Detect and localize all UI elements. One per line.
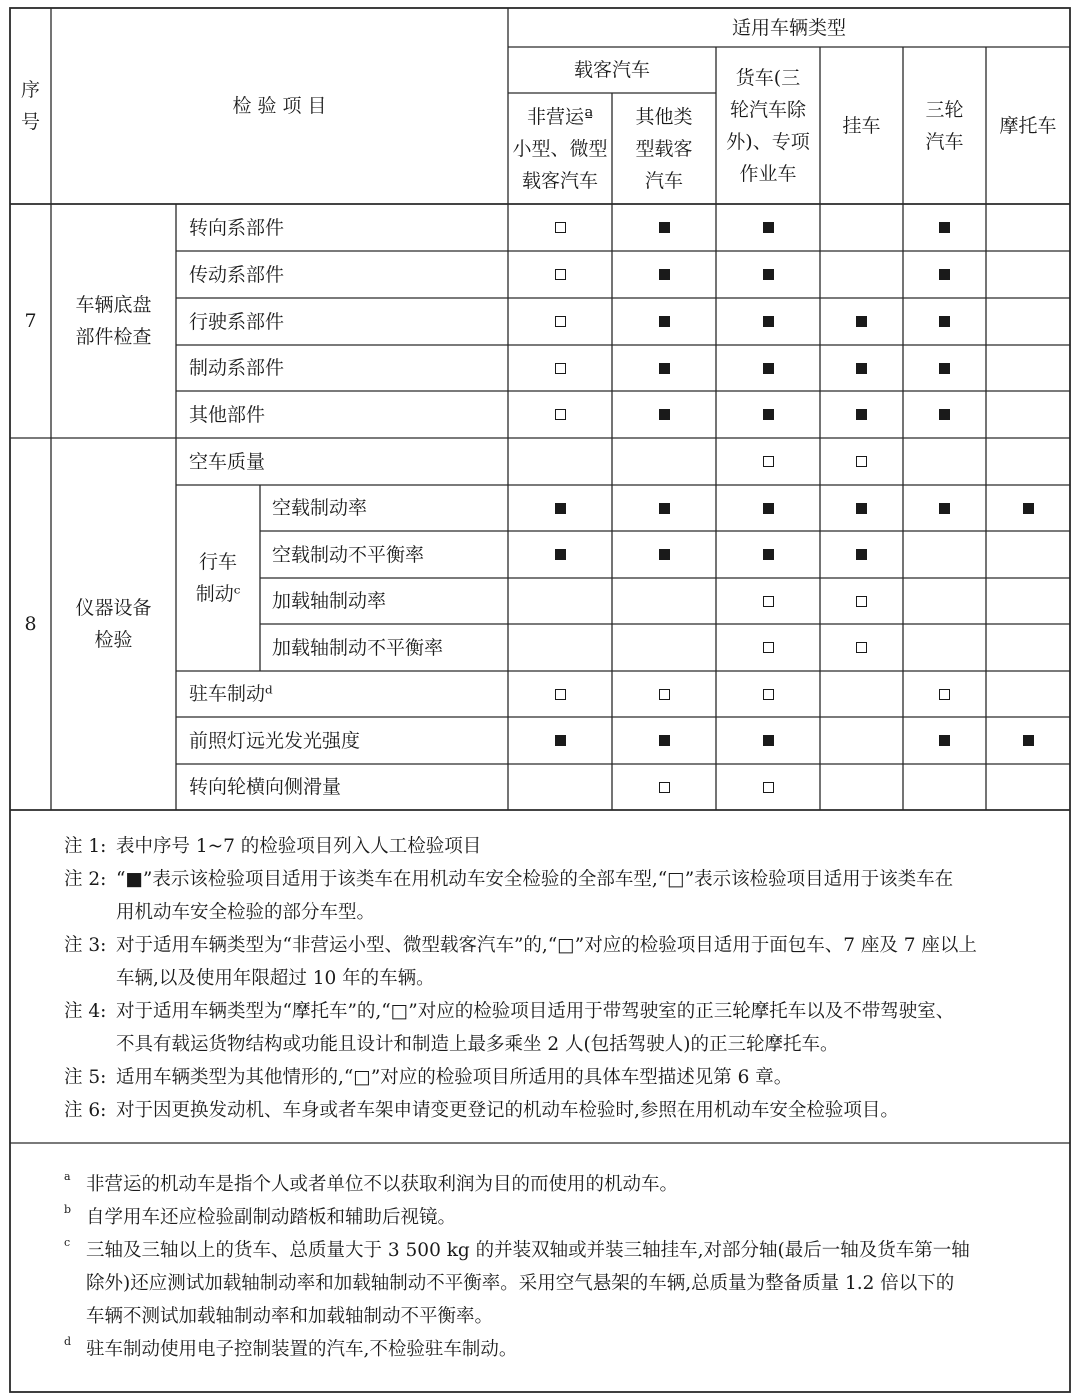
partial-applicable-mark <box>555 363 566 374</box>
note-line <box>64 830 481 863</box>
note-text: 表中序号 1~7 的检验项目列入人工检验项目 <box>116 836 482 857</box>
partial-applicable-mark <box>939 689 950 700</box>
note-line <box>64 1061 792 1094</box>
footnote-text: 自学用车还应检验副制动踏板和辅助后视镜。 <box>86 1207 457 1228</box>
partial-applicable-mark <box>555 409 566 420</box>
note-text: 对于适用车辆类型为“摩托车”的,“□”对应的检验项目适用于带驾驶室的正三轮摩托车以及不带驾驶室、 <box>116 1001 955 1022</box>
row-label: 驻车制动ᵈ <box>189 683 273 705</box>
note-line <box>116 1028 838 1061</box>
full-applicable-mark <box>659 409 670 420</box>
full-applicable-mark <box>1023 735 1034 746</box>
full-applicable-mark <box>856 503 867 514</box>
note-label: 注 5: <box>64 1067 107 1088</box>
partial-applicable-mark <box>763 456 774 467</box>
row-label: 转向系部件 <box>189 216 285 239</box>
header-col-5: 三轮 汽车 <box>925 98 964 153</box>
full-applicable-mark <box>939 503 950 514</box>
full-applicable-mark <box>939 269 950 280</box>
partial-applicable-mark <box>856 456 867 467</box>
row-label: 空载制动率 <box>272 497 368 519</box>
note-line <box>64 1094 899 1127</box>
note-label: 注 4: <box>64 1001 107 1022</box>
header-col-6: 摩托车 <box>999 114 1057 137</box>
full-applicable-mark <box>1023 503 1034 514</box>
footnote-line <box>86 1267 954 1300</box>
header-col-1: 非营运ª 小型、微型 载客汽车 <box>512 105 608 192</box>
partial-applicable-mark <box>659 689 670 700</box>
note-text: 车辆,以及使用年限超过 10 年的车辆。 <box>116 968 435 989</box>
row-label: 空车质量 <box>189 450 266 473</box>
row-label: 制动系部件 <box>189 357 285 379</box>
footnote-text: 除外)还应测试加载轴制动率和加载轴制动不平衡率。采用空气悬架的车辆,总质量为整备质量 1.2 倍以下的 <box>86 1273 955 1294</box>
full-applicable-mark <box>659 316 670 327</box>
header-passenger-vehicles: 载客汽车 <box>573 59 650 81</box>
partial-applicable-mark <box>763 642 774 653</box>
footnote-marker: b <box>64 1203 72 1216</box>
full-applicable-mark <box>939 735 950 746</box>
footnote-marker: c <box>64 1236 71 1249</box>
note-text: 适用车辆类型为其他情形的,“□”对应的检验项目所适用的具体车型描述见第 6 章。 <box>116 1067 793 1088</box>
note-line <box>116 896 375 929</box>
partial-applicable-mark <box>555 222 566 233</box>
subgroup-service-brake: 行车 制动ᶜ <box>195 551 241 605</box>
full-applicable-mark <box>763 363 774 374</box>
header-applicable-types: 适用车辆类型 <box>731 16 846 39</box>
partial-applicable-mark <box>763 782 774 793</box>
full-applicable-mark <box>939 363 950 374</box>
full-applicable-mark <box>763 549 774 560</box>
full-applicable-mark <box>856 549 867 560</box>
footnote-line <box>64 1333 517 1366</box>
footnote-marker: a <box>64 1170 71 1183</box>
partial-applicable-mark <box>555 316 566 327</box>
footnote-text: 三轴及三轴以上的货车、总质量大于 3 500 kg 的并装双轴或并装三轴挂车,对部分轴(最后一轴及货车第一轴 <box>86 1240 970 1261</box>
note-line <box>116 962 435 995</box>
full-applicable-mark <box>763 269 774 280</box>
row-label: 其他部件 <box>189 403 266 426</box>
row-label: 前照灯远光发光强度 <box>189 729 361 752</box>
footnote-line <box>64 1234 970 1267</box>
row-label: 行驶系部件 <box>189 310 285 333</box>
full-applicable-mark <box>659 269 670 280</box>
full-applicable-mark <box>555 503 566 514</box>
footnote-text: 车辆不测试加载轴制动率和加载轴制动不平衡率。 <box>86 1306 494 1327</box>
group-8-name: 仪器设备 检验 <box>75 597 152 651</box>
partial-applicable-mark <box>763 689 774 700</box>
full-applicable-mark <box>939 316 950 327</box>
note-line <box>64 995 954 1028</box>
row-label: 加载轴制动不平衡率 <box>272 636 444 659</box>
full-applicable-mark <box>856 316 867 327</box>
header-col-4: 挂车 <box>842 114 881 137</box>
note-label: 注 3: <box>64 935 107 956</box>
footnote-line <box>64 1201 456 1234</box>
full-applicable-mark <box>555 735 566 746</box>
group-7-name: 车辆底盘 部件检查 <box>75 294 152 348</box>
group-8-seq: 8 <box>24 613 37 635</box>
full-applicable-mark <box>555 549 566 560</box>
partial-applicable-mark <box>659 782 670 793</box>
partial-applicable-mark <box>856 642 867 653</box>
header-seq: 序 号 <box>20 79 40 133</box>
footnote-marker: d <box>64 1335 72 1348</box>
row-label: 空载制动不平衡率 <box>272 543 425 566</box>
group-7-seq: 7 <box>24 310 37 332</box>
full-applicable-mark <box>763 316 774 327</box>
full-applicable-mark <box>763 222 774 233</box>
footnote-line <box>64 1168 678 1201</box>
full-applicable-mark <box>939 222 950 233</box>
note-text: 对于适用车辆类型为“非营运小型、微型载客汽车”的,“□”对应的检验项目适用于面包车、7 座及 7 座以上 <box>116 935 977 956</box>
full-applicable-mark <box>659 735 670 746</box>
row-label: 转向轮横向侧滑量 <box>189 776 342 798</box>
footnote-line <box>86 1300 493 1333</box>
partial-applicable-mark <box>763 596 774 607</box>
full-applicable-mark <box>856 409 867 420</box>
note-label: 注 1: <box>64 836 107 857</box>
header-col-3: 货车(三 轮汽车除 外)、专项 作业车 <box>726 66 810 185</box>
row-label: 加载轴制动率 <box>272 590 387 612</box>
row-label: 传动系部件 <box>189 263 285 286</box>
note-text: 不具有载运货物结构或功能且设计和制造上最多乘坐 2 人(包括驾驶人)的正三轮摩托车。 <box>116 1034 839 1055</box>
full-applicable-mark <box>659 363 670 374</box>
note-line <box>64 863 953 896</box>
note-text: 用机动车安全检验的部分车型。 <box>116 902 376 923</box>
header-col-2: 其他类 型载客 汽车 <box>635 105 693 192</box>
full-applicable-mark <box>856 363 867 374</box>
note-label: 注 6: <box>64 1100 107 1121</box>
note-text: “■”表示该检验项目适用于该类车在用机动车安全检验的全部车型,“□”表示该检验项目适用于该类车在 <box>116 869 954 890</box>
note-text: 对于因更换发动机、车身或者车架申请变更登记的机动车检验时,参照在用机动车安全检验项目。 <box>116 1100 899 1121</box>
full-applicable-mark <box>763 503 774 514</box>
full-applicable-mark <box>659 549 670 560</box>
partial-applicable-mark <box>555 689 566 700</box>
partial-applicable-mark <box>856 596 867 607</box>
full-applicable-mark <box>659 503 670 514</box>
note-label: 注 2: <box>64 869 107 890</box>
full-applicable-mark <box>939 409 950 420</box>
note-line <box>64 929 977 962</box>
partial-applicable-mark <box>555 269 566 280</box>
full-applicable-mark <box>763 735 774 746</box>
full-applicable-mark <box>659 222 670 233</box>
footnote-text: 驻车制动使用电子控制装置的汽车,不检验驻车制动。 <box>86 1339 518 1360</box>
footnote-text: 非营运的机动车是指个人或者单位不以获取利润为目的而使用的机动车。 <box>86 1174 679 1195</box>
header-item: 检 验 项 目 <box>232 95 327 117</box>
full-applicable-mark <box>763 409 774 420</box>
